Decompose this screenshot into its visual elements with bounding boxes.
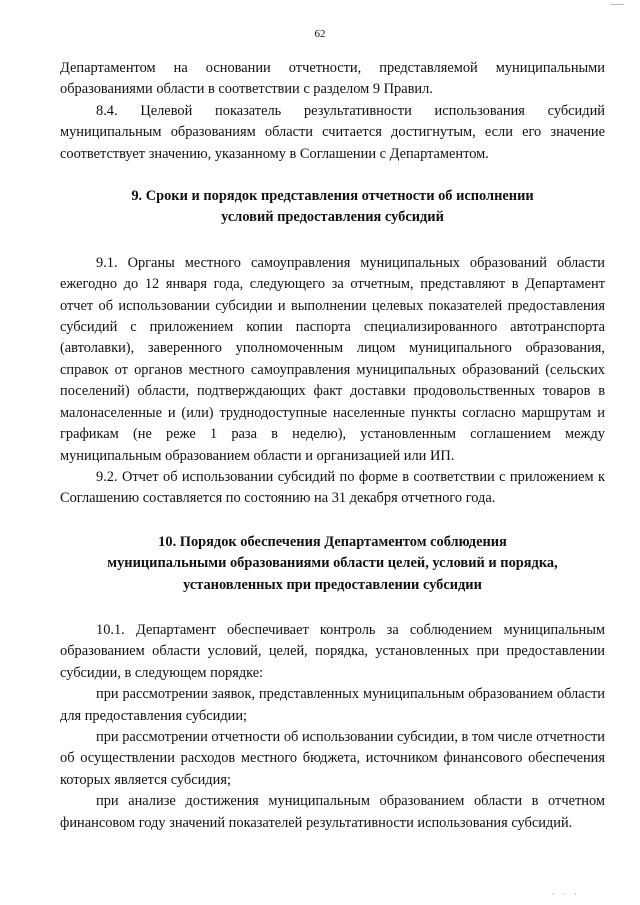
paragraph-10-1: 10.1. Департамент обеспечивает контроль за соблюдением муниципальным образованием области условий, целей, порядка, установленных при предоставлении субсидии, в следующем порядке: <box>60 621 605 681</box>
section-10-heading-line-3: установленных при предоставлении субсидии <box>183 576 482 593</box>
section-9-heading-line-2: условий предоставления субсидий <box>221 209 444 226</box>
list-item-applications: при рассмотрении заявок, представленных муниципальным образованием области для предоставления субсидии; <box>60 686 605 724</box>
page-number: 62 <box>314 28 326 40</box>
document-body <box>60 58 605 834</box>
paragraph-9-1: 9.1. Органы местного самоуправления муниципальных образований области ежегодно до 12 января года, следующего за отчетным, представляют в Департамент отчет об использовании субсидии и выполнении целевых показателей предоставления субсидий с приложением копии паспорта специализированного автотранспорта (автолавки), заверенного уполномоченным лицом муниципального образования, справок от органов местного самоуправления муниципальных образований (сельских поселений) области, подтверждающих факт доставки продовольственных товаров в малонаселенные и (или) труднодоступные населенные пункты согласно маршрутам и графикам (не реже 1 раза в неделю), установленным соглашением между муниципальным образованием области и организацией или ИП. <box>60 254 605 464</box>
list-item-analysis: при анализе достижения муниципальным образованием области в отчетном финансовом году значений показателей результативности использования субсидий. <box>60 793 605 831</box>
section-10-heading <box>60 532 605 596</box>
section-10-heading-line-2: муниципальными образованиями области целей, условий и порядка, <box>107 555 558 572</box>
scan-bottom-mark: · · · <box>551 889 580 899</box>
scan-corner-mark <box>610 0 624 5</box>
paragraph-8-4: 8.4. Целевой показатель результативности использования субсидий муниципальным образованиям области считается достигнутым, если его значение соответствует значению, указанному в Соглашении с Департаментом. <box>60 102 605 162</box>
paragraph-9-2: 9.2. Отчет об использовании субсидий по форме в соответствии с приложением к Соглашению составляется по состоянию на 31 декабря отчетного года. <box>60 468 605 507</box>
list-item-reporting: при рассмотрении отчетности об использовании субсидии, в том числе отчетности об осуществлении расходов местного бюджета, источником финансового обеспечения которых является субсидия; <box>60 728 605 788</box>
section-9-heading <box>60 186 605 229</box>
section-9-heading-line-1: 9. Сроки и порядок представления отчетности об исполнении <box>131 188 534 205</box>
section-10-heading-line-1: 10. Порядок обеспечения Департаментом соблюдения <box>158 533 507 550</box>
paragraph-continuation: Департаментом на основании отчетности, представляемой муниципальными образованиями области в соответствии с разделом 9 Правил. <box>60 60 605 98</box>
